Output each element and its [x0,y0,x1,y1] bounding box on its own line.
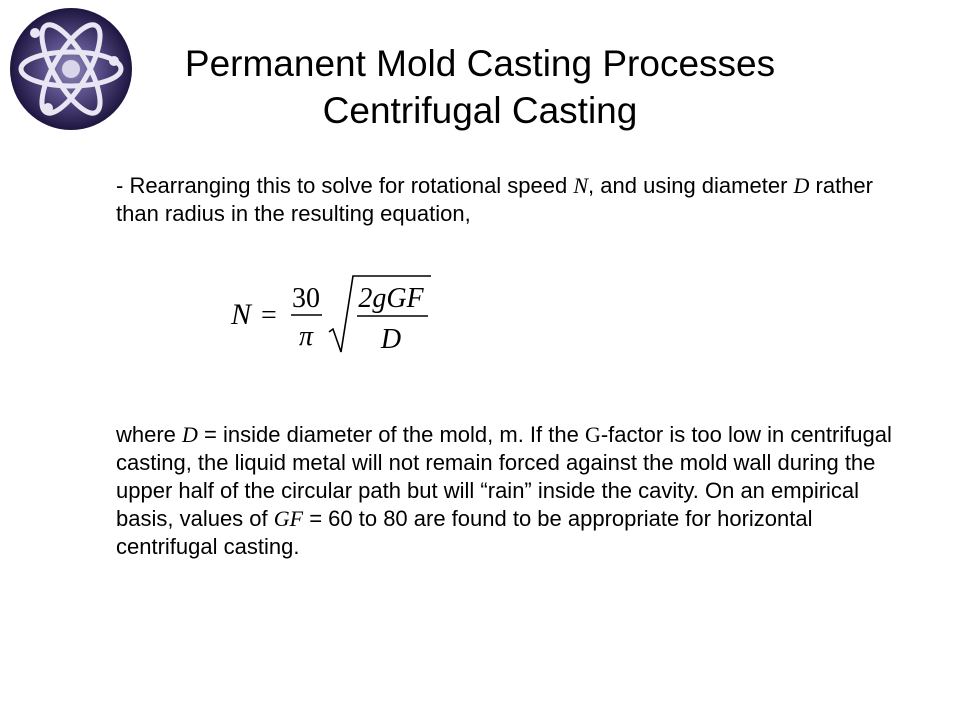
explanation-text-4: = 60 to 80 are found to be appropriate for horizontal centrifugal casting. [116,506,813,559]
coefficient-denominator: π [298,321,314,352]
equation-lhs: N [231,298,252,331]
root-numerator: 2gGF [358,283,424,314]
intro-paragraph [116,172,916,228]
intro-text-3: rather than radius in the resulting equation, [116,173,873,226]
title-line-1: Permanent Mold Casting Processes [184,43,776,84]
variable-gf: GF [273,506,304,531]
slide-title [140,40,820,134]
variable-g: G [584,422,601,447]
coefficient-numerator: 30 [292,283,320,314]
equation-equals: = [261,300,277,331]
variable-n: N [573,173,589,198]
intro-text-2: , and using diameter [588,173,794,198]
variable-d: D [182,422,198,447]
explanation-paragraph [116,421,916,561]
explanation-text-3: -factor is too low in centrifugal casting, the liquid metal will not remain forced against the mold wall during the upper half of the circular path but will “rain” inside the cavity. On an empirical basis, values of [116,422,892,531]
explanation-text-1: where [116,422,183,447]
variable-d: D [793,173,810,198]
rotational-speed-equation [225,270,435,360]
title-line-2: Centrifugal Casting [322,90,638,131]
explanation-text-2: = inside diameter of the mold, m. If the [197,422,585,447]
root-denominator: D [380,324,402,355]
atom-logo-icon [8,6,134,132]
intro-text-1: - Rearranging this to solve for rotational speed [116,173,574,198]
